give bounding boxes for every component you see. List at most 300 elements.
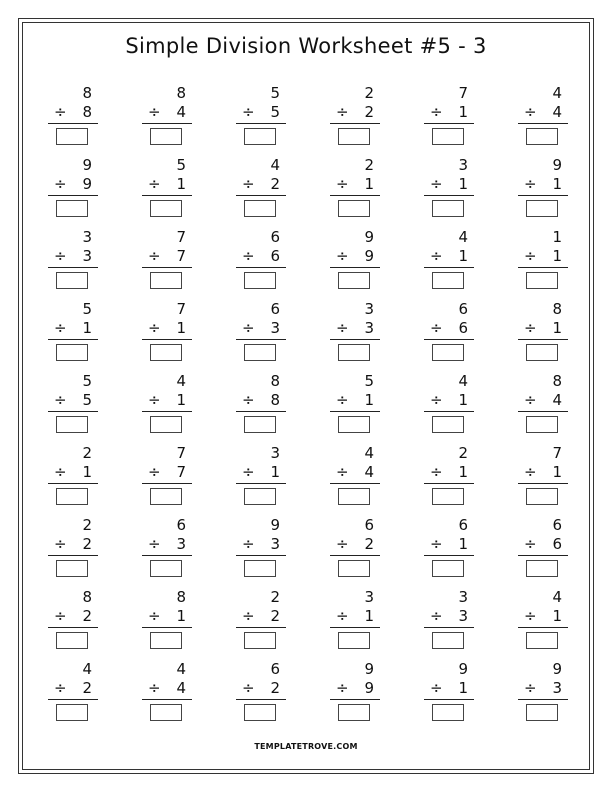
division-problem xyxy=(424,444,474,510)
answer-box[interactable] xyxy=(244,200,276,217)
division-problem xyxy=(142,444,192,510)
answer-line xyxy=(142,195,192,196)
division-sign: ÷ xyxy=(54,463,67,481)
answer-line xyxy=(236,699,286,700)
divisor: 1 xyxy=(82,319,92,337)
division-problem xyxy=(142,372,192,438)
answer-box[interactable] xyxy=(338,560,370,577)
dividend: 4 xyxy=(176,372,186,390)
division-problem xyxy=(518,516,568,582)
division-sign: ÷ xyxy=(430,607,443,625)
division-sign: ÷ xyxy=(54,679,67,697)
division-problem xyxy=(48,84,98,150)
answer-box[interactable] xyxy=(56,560,88,577)
dividend: 4 xyxy=(552,84,562,102)
dividend: 2 xyxy=(458,444,468,462)
answer-line xyxy=(330,267,380,268)
answer-box[interactable] xyxy=(56,200,88,217)
answer-line xyxy=(48,483,98,484)
divisor: 6 xyxy=(552,535,562,553)
divisor: 3 xyxy=(458,607,468,625)
divisor: 7 xyxy=(176,247,186,265)
division-problem xyxy=(142,156,192,222)
division-sign: ÷ xyxy=(148,679,161,697)
dividend: 5 xyxy=(176,156,186,174)
division-sign: ÷ xyxy=(524,535,537,553)
divisor: 4 xyxy=(552,391,562,409)
answer-box[interactable] xyxy=(150,416,182,433)
answer-line xyxy=(236,195,286,196)
division-sign: ÷ xyxy=(54,319,67,337)
division-problem xyxy=(236,444,286,510)
dividend: 5 xyxy=(82,372,92,390)
answer-box[interactable] xyxy=(526,560,558,577)
division-problem xyxy=(236,372,286,438)
division-sign: ÷ xyxy=(242,103,255,121)
dividend: 6 xyxy=(176,516,186,534)
dividend: 3 xyxy=(458,156,468,174)
answer-box[interactable] xyxy=(526,416,558,433)
answer-line xyxy=(48,123,98,124)
divisor: 1 xyxy=(176,175,186,193)
dividend: 9 xyxy=(364,228,374,246)
answer-line xyxy=(142,411,192,412)
answer-box[interactable] xyxy=(432,272,464,289)
division-problem xyxy=(142,660,192,726)
answer-box[interactable] xyxy=(150,632,182,649)
answer-box[interactable] xyxy=(338,200,370,217)
division-problem xyxy=(236,588,286,654)
answer-line xyxy=(424,267,474,268)
answer-line xyxy=(236,555,286,556)
divisor: 1 xyxy=(176,607,186,625)
worksheet-title: Simple Division Worksheet #5 - 3 xyxy=(125,34,487,58)
answer-box[interactable] xyxy=(244,272,276,289)
answer-box[interactable] xyxy=(526,128,558,145)
answer-line xyxy=(236,411,286,412)
answer-line xyxy=(518,555,568,556)
answer-line xyxy=(48,267,98,268)
division-problem xyxy=(236,660,286,726)
answer-box[interactable] xyxy=(56,416,88,433)
division-sign: ÷ xyxy=(242,391,255,409)
divisor: 1 xyxy=(364,175,374,193)
division-sign: ÷ xyxy=(430,175,443,193)
answer-box[interactable] xyxy=(526,632,558,649)
division-problem xyxy=(330,444,380,510)
division-problem xyxy=(518,588,568,654)
dividend: 7 xyxy=(176,300,186,318)
answer-box[interactable] xyxy=(338,344,370,361)
dividend: 2 xyxy=(82,516,92,534)
answer-line xyxy=(518,267,568,268)
divisor: 1 xyxy=(458,175,468,193)
divisor: 1 xyxy=(82,463,92,481)
dividend: 3 xyxy=(82,228,92,246)
dividend: 9 xyxy=(82,156,92,174)
division-problem xyxy=(48,372,98,438)
answer-box[interactable] xyxy=(526,488,558,505)
answer-line xyxy=(330,195,380,196)
division-sign: ÷ xyxy=(524,679,537,697)
divisor: 1 xyxy=(458,463,468,481)
dividend: 5 xyxy=(82,300,92,318)
answer-box[interactable] xyxy=(526,704,558,721)
divisor: 9 xyxy=(364,247,374,265)
answer-box[interactable] xyxy=(56,344,88,361)
division-problem xyxy=(424,588,474,654)
division-problem xyxy=(330,156,380,222)
dividend: 4 xyxy=(458,228,468,246)
answer-line xyxy=(424,627,474,628)
answer-box[interactable] xyxy=(150,488,182,505)
division-problem xyxy=(142,588,192,654)
divisor: 2 xyxy=(364,103,374,121)
division-sign: ÷ xyxy=(148,463,161,481)
answer-line xyxy=(142,339,192,340)
division-sign: ÷ xyxy=(148,175,161,193)
answer-box[interactable] xyxy=(150,704,182,721)
division-problem xyxy=(424,660,474,726)
problem-grid xyxy=(48,84,568,724)
divisor: 1 xyxy=(176,319,186,337)
division-problem xyxy=(424,228,474,294)
dividend: 9 xyxy=(364,660,374,678)
division-problem xyxy=(330,516,380,582)
division-sign: ÷ xyxy=(54,535,67,553)
answer-box[interactable] xyxy=(526,200,558,217)
division-problem xyxy=(518,156,568,222)
answer-line xyxy=(48,555,98,556)
division-problem xyxy=(330,300,380,366)
answer-line xyxy=(518,627,568,628)
answer-box[interactable] xyxy=(338,632,370,649)
answer-box[interactable] xyxy=(56,704,88,721)
divisor: 2 xyxy=(82,679,92,697)
answer-line xyxy=(236,339,286,340)
divisor: 8 xyxy=(82,103,92,121)
answer-box[interactable] xyxy=(56,128,88,145)
dividend: 8 xyxy=(552,372,562,390)
answer-line xyxy=(518,123,568,124)
divisor: 1 xyxy=(270,463,280,481)
division-problem xyxy=(330,84,380,150)
answer-line xyxy=(518,483,568,484)
division-sign: ÷ xyxy=(524,103,537,121)
division-sign: ÷ xyxy=(148,391,161,409)
division-sign: ÷ xyxy=(336,175,349,193)
answer-box[interactable] xyxy=(338,128,370,145)
answer-line xyxy=(236,123,286,124)
division-problem xyxy=(330,660,380,726)
dividend: 4 xyxy=(270,156,280,174)
dividend: 2 xyxy=(364,84,374,102)
divisor: 3 xyxy=(176,535,186,553)
answer-line xyxy=(330,555,380,556)
answer-box[interactable] xyxy=(150,272,182,289)
divisor: 3 xyxy=(270,319,280,337)
answer-box[interactable] xyxy=(432,704,464,721)
footer-site-credit: TEMPLATETROVE.COM xyxy=(254,742,358,751)
dividend: 5 xyxy=(364,372,374,390)
division-sign: ÷ xyxy=(148,607,161,625)
division-sign: ÷ xyxy=(430,247,443,265)
division-problem xyxy=(142,300,192,366)
answer-line xyxy=(48,411,98,412)
division-problem xyxy=(424,516,474,582)
answer-box[interactable] xyxy=(432,416,464,433)
divisor: 5 xyxy=(82,391,92,409)
divisor: 8 xyxy=(270,391,280,409)
divisor: 2 xyxy=(270,607,280,625)
division-problem xyxy=(48,660,98,726)
division-problem xyxy=(424,156,474,222)
answer-line xyxy=(236,483,286,484)
answer-line xyxy=(142,267,192,268)
division-problem xyxy=(236,516,286,582)
division-sign: ÷ xyxy=(242,175,255,193)
answer-box[interactable] xyxy=(432,344,464,361)
divisor: 2 xyxy=(82,607,92,625)
divisor: 1 xyxy=(552,319,562,337)
division-sign: ÷ xyxy=(242,247,255,265)
divisor: 6 xyxy=(270,247,280,265)
answer-box[interactable] xyxy=(244,704,276,721)
answer-line xyxy=(142,483,192,484)
dividend: 9 xyxy=(552,156,562,174)
divisor: 1 xyxy=(552,175,562,193)
divisor: 5 xyxy=(270,103,280,121)
division-sign: ÷ xyxy=(430,319,443,337)
answer-box[interactable] xyxy=(244,344,276,361)
answer-line xyxy=(48,195,98,196)
division-sign: ÷ xyxy=(336,463,349,481)
answer-box[interactable] xyxy=(432,128,464,145)
answer-line xyxy=(330,699,380,700)
divisor: 9 xyxy=(82,175,92,193)
division-problem xyxy=(518,84,568,150)
answer-line xyxy=(330,411,380,412)
division-problem xyxy=(48,516,98,582)
division-sign: ÷ xyxy=(524,175,537,193)
division-sign: ÷ xyxy=(336,391,349,409)
divisor: 1 xyxy=(458,535,468,553)
answer-line xyxy=(330,483,380,484)
division-problem xyxy=(518,444,568,510)
division-problem xyxy=(424,372,474,438)
division-sign: ÷ xyxy=(430,679,443,697)
divisor: 1 xyxy=(458,247,468,265)
dividend: 7 xyxy=(176,444,186,462)
division-problem xyxy=(48,444,98,510)
answer-box[interactable] xyxy=(338,416,370,433)
answer-line xyxy=(424,699,474,700)
divisor: 1 xyxy=(458,679,468,697)
divisor: 1 xyxy=(364,391,374,409)
answer-line xyxy=(142,123,192,124)
division-sign: ÷ xyxy=(242,463,255,481)
answer-box[interactable] xyxy=(432,632,464,649)
dividend: 3 xyxy=(270,444,280,462)
answer-line xyxy=(518,195,568,196)
division-sign: ÷ xyxy=(242,535,255,553)
division-sign: ÷ xyxy=(524,319,537,337)
dividend: 6 xyxy=(364,516,374,534)
answer-line xyxy=(424,411,474,412)
division-sign: ÷ xyxy=(54,175,67,193)
divisor: 1 xyxy=(552,463,562,481)
answer-box[interactable] xyxy=(56,632,88,649)
dividend: 5 xyxy=(270,84,280,102)
division-sign: ÷ xyxy=(430,391,443,409)
answer-line xyxy=(424,195,474,196)
divisor: 2 xyxy=(82,535,92,553)
divisor: 3 xyxy=(82,247,92,265)
answer-box[interactable] xyxy=(338,272,370,289)
answer-line xyxy=(424,123,474,124)
answer-box[interactable] xyxy=(150,344,182,361)
answer-line xyxy=(424,483,474,484)
division-sign: ÷ xyxy=(524,607,537,625)
divisor: 4 xyxy=(176,679,186,697)
division-problem xyxy=(330,228,380,294)
dividend: 8 xyxy=(176,588,186,606)
answer-line xyxy=(142,627,192,628)
division-problem xyxy=(142,516,192,582)
division-sign: ÷ xyxy=(242,607,255,625)
division-problem xyxy=(236,300,286,366)
dividend: 9 xyxy=(552,660,562,678)
divisor: 9 xyxy=(364,679,374,697)
division-sign: ÷ xyxy=(242,319,255,337)
answer-box[interactable] xyxy=(56,488,88,505)
dividend: 8 xyxy=(176,84,186,102)
divisor: 4 xyxy=(176,103,186,121)
answer-box[interactable] xyxy=(244,632,276,649)
dividend: 3 xyxy=(364,588,374,606)
answer-box[interactable] xyxy=(150,200,182,217)
dividend: 1 xyxy=(552,228,562,246)
division-problem xyxy=(48,156,98,222)
divisor: 4 xyxy=(364,463,374,481)
division-sign: ÷ xyxy=(54,391,67,409)
division-problem xyxy=(424,84,474,150)
dividend: 8 xyxy=(82,588,92,606)
dividend: 7 xyxy=(458,84,468,102)
division-problem xyxy=(48,300,98,366)
answer-box[interactable] xyxy=(432,488,464,505)
answer-box[interactable] xyxy=(244,560,276,577)
division-sign: ÷ xyxy=(524,463,537,481)
division-sign: ÷ xyxy=(148,319,161,337)
division-sign: ÷ xyxy=(336,103,349,121)
divisor: 1 xyxy=(552,607,562,625)
dividend: 3 xyxy=(364,300,374,318)
answer-line xyxy=(424,339,474,340)
divisor: 3 xyxy=(364,319,374,337)
dividend: 6 xyxy=(270,228,280,246)
division-sign: ÷ xyxy=(54,607,67,625)
division-sign: ÷ xyxy=(336,535,349,553)
dividend: 9 xyxy=(458,660,468,678)
answer-line xyxy=(330,123,380,124)
dividend: 7 xyxy=(552,444,562,462)
answer-box[interactable] xyxy=(338,488,370,505)
answer-box[interactable] xyxy=(244,488,276,505)
answer-line xyxy=(518,699,568,700)
dividend: 2 xyxy=(364,156,374,174)
division-sign: ÷ xyxy=(148,247,161,265)
answer-line xyxy=(330,339,380,340)
dividend: 7 xyxy=(176,228,186,246)
dividend: 8 xyxy=(270,372,280,390)
dividend: 6 xyxy=(458,516,468,534)
answer-box[interactable] xyxy=(56,272,88,289)
answer-box[interactable] xyxy=(150,560,182,577)
dividend: 6 xyxy=(270,660,280,678)
answer-line xyxy=(518,339,568,340)
division-problem xyxy=(518,372,568,438)
division-sign: ÷ xyxy=(524,247,537,265)
division-problem xyxy=(518,300,568,366)
answer-box[interactable] xyxy=(526,272,558,289)
divisor: 7 xyxy=(176,463,186,481)
division-problem xyxy=(142,228,192,294)
answer-line xyxy=(48,339,98,340)
division-sign: ÷ xyxy=(148,535,161,553)
answer-box[interactable] xyxy=(432,560,464,577)
answer-box[interactable] xyxy=(150,128,182,145)
division-sign: ÷ xyxy=(54,103,67,121)
answer-line xyxy=(236,267,286,268)
division-sign: ÷ xyxy=(430,463,443,481)
answer-line xyxy=(142,555,192,556)
dividend: 4 xyxy=(364,444,374,462)
division-sign: ÷ xyxy=(524,391,537,409)
divisor: 2 xyxy=(270,175,280,193)
dividend: 6 xyxy=(270,300,280,318)
dividend: 2 xyxy=(270,588,280,606)
divisor: 2 xyxy=(364,535,374,553)
division-problem xyxy=(236,228,286,294)
dividend: 8 xyxy=(82,84,92,102)
dividend: 6 xyxy=(458,300,468,318)
division-problem xyxy=(48,228,98,294)
answer-box[interactable] xyxy=(432,200,464,217)
division-sign: ÷ xyxy=(54,247,67,265)
division-problem xyxy=(236,156,286,222)
division-sign: ÷ xyxy=(336,319,349,337)
answer-box[interactable] xyxy=(244,128,276,145)
dividend: 4 xyxy=(552,588,562,606)
divisor: 1 xyxy=(364,607,374,625)
dividend: 4 xyxy=(176,660,186,678)
dividend: 3 xyxy=(458,588,468,606)
division-problem xyxy=(48,588,98,654)
divisor: 3 xyxy=(270,535,280,553)
answer-line xyxy=(48,699,98,700)
division-problem xyxy=(424,300,474,366)
answer-box[interactable] xyxy=(338,704,370,721)
dividend: 8 xyxy=(552,300,562,318)
divisor: 2 xyxy=(270,679,280,697)
division-sign: ÷ xyxy=(430,103,443,121)
dividend: 6 xyxy=(552,516,562,534)
answer-box[interactable] xyxy=(526,344,558,361)
answer-box[interactable] xyxy=(244,416,276,433)
divisor: 4 xyxy=(552,103,562,121)
answer-line xyxy=(48,627,98,628)
